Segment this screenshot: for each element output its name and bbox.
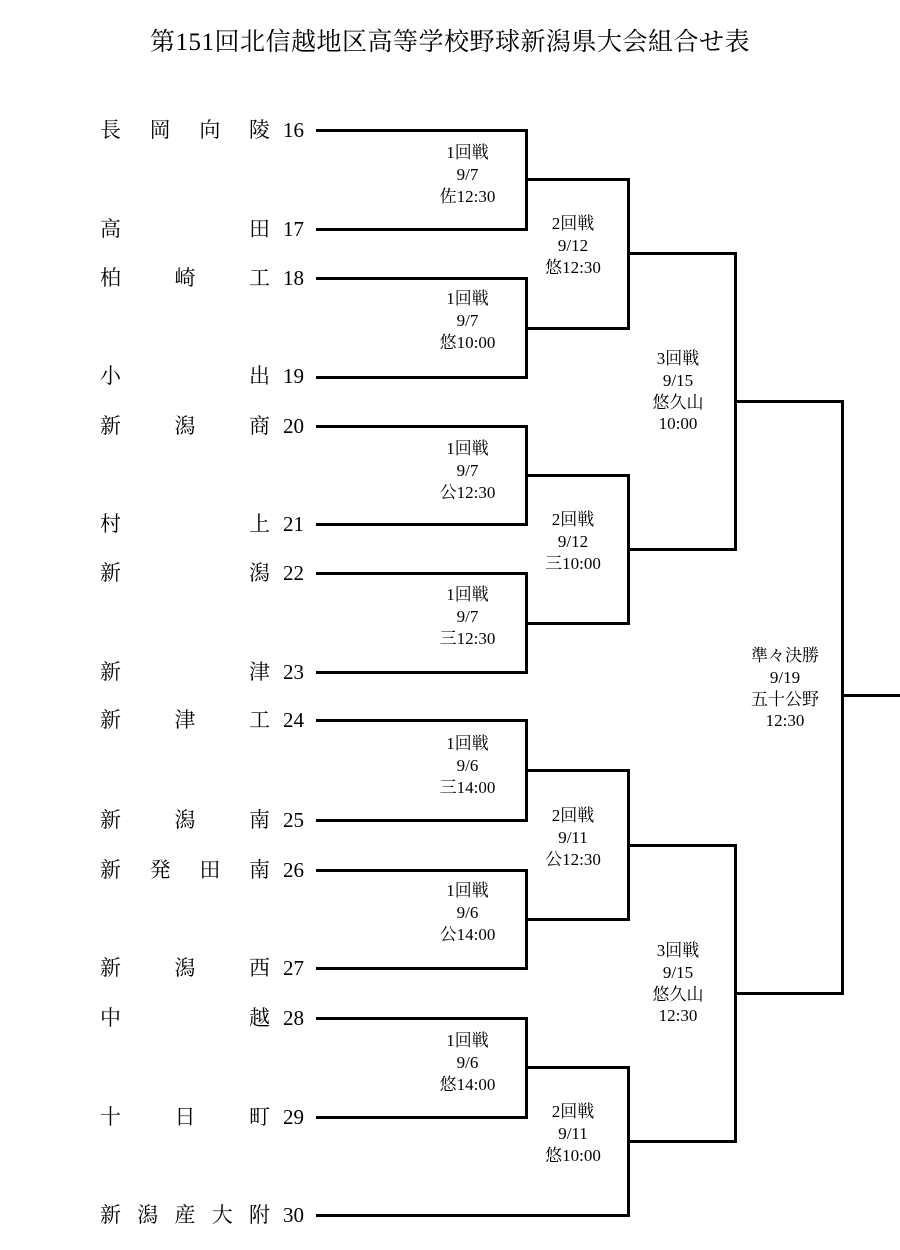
bracket-line xyxy=(316,1017,528,1020)
match-date: 9/6 xyxy=(456,902,479,922)
bracket-line xyxy=(734,400,844,403)
match-label xyxy=(518,509,628,574)
match-round: 1回戦 xyxy=(446,734,489,753)
match-date: 9/7 xyxy=(456,164,479,184)
match-round: 1回戦 xyxy=(446,881,489,900)
team-name: 新津工 xyxy=(100,708,270,732)
bracket-line xyxy=(525,1066,630,1069)
match-place-time: 佐12:30 xyxy=(439,186,496,206)
match-label xyxy=(622,940,734,1027)
match-label xyxy=(410,288,525,353)
team-entry xyxy=(100,858,304,882)
team-entry xyxy=(100,660,304,684)
match-place-time: 三14:00 xyxy=(439,777,496,797)
match-label xyxy=(729,645,841,732)
team-number: 18 xyxy=(283,266,304,290)
team-number: 30 xyxy=(283,1203,304,1227)
team-number: 21 xyxy=(283,512,304,536)
bracket-line xyxy=(525,474,630,477)
team-entry xyxy=(100,708,304,732)
team-number: 22 xyxy=(283,561,304,585)
bracket-line xyxy=(316,277,528,280)
team-name: 新潟西 xyxy=(100,956,270,980)
team-name: 新潟商 xyxy=(100,414,270,438)
match-time: 12:30 xyxy=(658,1006,698,1026)
team-entry xyxy=(100,414,304,438)
match-place-time: 公12:30 xyxy=(545,849,601,869)
team-entry xyxy=(100,1105,304,1129)
match-round: 2回戦 xyxy=(551,510,595,529)
match-place-time: 公14:00 xyxy=(439,924,496,944)
match-place-time: 悠10:00 xyxy=(545,1145,601,1165)
bracket-line xyxy=(316,228,528,231)
match-label xyxy=(410,438,525,503)
team-name: 新発田南 xyxy=(100,858,270,882)
team-name: 新潟南 xyxy=(100,808,270,832)
team-number: 23 xyxy=(283,660,304,684)
team-number: 16 xyxy=(283,118,304,142)
bracket-line xyxy=(316,129,528,132)
match-place: 悠久山 xyxy=(652,392,704,412)
bracket-line xyxy=(316,523,528,526)
match-label xyxy=(410,733,525,798)
match-date: 9/11 xyxy=(558,827,588,847)
match-date: 9/15 xyxy=(662,370,694,390)
match-place-time: 悠10:00 xyxy=(439,332,496,352)
match-date: 9/12 xyxy=(557,235,589,255)
bracket-line xyxy=(525,622,630,625)
team-name: 新潟産大附 xyxy=(100,1203,270,1227)
team-number: 26 xyxy=(283,858,304,882)
match-date: 9/19 xyxy=(769,667,801,687)
match-round: 1回戦 xyxy=(446,289,489,308)
match-time: 10:00 xyxy=(658,414,698,434)
match-round: 2回戦 xyxy=(551,214,595,233)
bracket-line xyxy=(316,719,528,722)
match-label xyxy=(518,1101,628,1166)
match-round: 2回戦 xyxy=(551,806,595,825)
team-number: 28 xyxy=(283,1006,304,1030)
match-place: 五十公野 xyxy=(751,689,819,709)
team-entry xyxy=(100,118,304,142)
bracket-line xyxy=(316,671,528,674)
team-name: 柏崎工 xyxy=(100,266,270,290)
match-round: 3回戦 xyxy=(656,349,700,368)
team-entry xyxy=(100,1006,304,1030)
match-label xyxy=(622,348,734,435)
team-number: 24 xyxy=(283,708,304,732)
match-place-time: 悠14:00 xyxy=(439,1074,496,1094)
match-date: 9/7 xyxy=(456,460,479,480)
team-number: 27 xyxy=(283,956,304,980)
team-name: 村上 xyxy=(100,512,270,536)
match-date: 9/12 xyxy=(557,531,589,551)
team-name: 新潟 xyxy=(100,561,270,585)
team-entry xyxy=(100,217,304,241)
team-number: 25 xyxy=(283,808,304,832)
bracket-line xyxy=(841,694,900,697)
match-date: 9/15 xyxy=(662,962,694,982)
team-name: 十日町 xyxy=(100,1105,270,1129)
match-round: 準々決勝 xyxy=(751,646,819,665)
match-label xyxy=(518,213,628,278)
bracket-line xyxy=(316,1214,630,1217)
match-date: 9/7 xyxy=(456,606,479,626)
match-date: 9/7 xyxy=(456,310,479,330)
team-entry xyxy=(100,561,304,585)
bracket-line xyxy=(627,548,737,551)
bracket-line xyxy=(525,918,630,921)
team-entry xyxy=(100,364,304,388)
team-entry xyxy=(100,956,304,980)
team-name: 新津 xyxy=(100,660,270,684)
match-label xyxy=(410,1030,525,1095)
match-place-time: 三12:30 xyxy=(439,628,496,648)
team-entry xyxy=(100,1203,304,1227)
team-number: 29 xyxy=(283,1105,304,1129)
match-round: 1回戦 xyxy=(446,143,489,162)
bracket-line xyxy=(627,1140,737,1143)
team-entry xyxy=(100,512,304,536)
team-number: 17 xyxy=(283,217,304,241)
match-round: 1回戦 xyxy=(446,585,489,604)
bracket-line xyxy=(734,992,844,995)
match-date: 9/11 xyxy=(558,1123,588,1143)
team-number: 20 xyxy=(283,414,304,438)
match-round: 1回戦 xyxy=(446,439,489,458)
match-label xyxy=(410,142,525,207)
match-date: 9/6 xyxy=(456,1052,479,1072)
bracket-line xyxy=(841,400,844,995)
bracket-line xyxy=(525,178,630,181)
match-date: 9/6 xyxy=(456,755,479,775)
bracket-line xyxy=(627,252,737,255)
bracket-line xyxy=(316,1116,528,1119)
bracket-line xyxy=(316,967,528,970)
team-name: 長岡向陵 xyxy=(100,118,270,142)
bracket-line xyxy=(316,572,528,575)
bracket-line xyxy=(525,327,630,330)
team-entry xyxy=(100,266,304,290)
match-time: 12:30 xyxy=(765,711,805,731)
bracket-line xyxy=(316,376,528,379)
bracket-line xyxy=(627,844,737,847)
match-label xyxy=(410,584,525,649)
team-number: 19 xyxy=(283,364,304,388)
team-entry xyxy=(100,808,304,832)
page-title: 第151回北信越地区高等学校野球新潟県大会組合せ表 xyxy=(149,29,750,56)
bracket-line xyxy=(316,869,528,872)
team-name: 小出 xyxy=(100,364,270,388)
match-round: 2回戦 xyxy=(551,1102,595,1121)
bracket-line xyxy=(316,819,528,822)
match-place: 悠久山 xyxy=(652,984,704,1004)
match-place-time: 公12:30 xyxy=(439,482,496,502)
team-name: 中越 xyxy=(100,1006,270,1030)
match-place-time: 三10:00 xyxy=(545,553,601,573)
bracket-line xyxy=(525,769,630,772)
bracket-line xyxy=(316,425,528,428)
match-place-time: 悠12:30 xyxy=(545,257,601,277)
match-round: 1回戦 xyxy=(446,1031,489,1050)
match-label xyxy=(410,880,525,945)
match-label xyxy=(518,805,628,870)
match-round: 3回戦 xyxy=(656,941,700,960)
team-name: 高田 xyxy=(100,217,270,241)
